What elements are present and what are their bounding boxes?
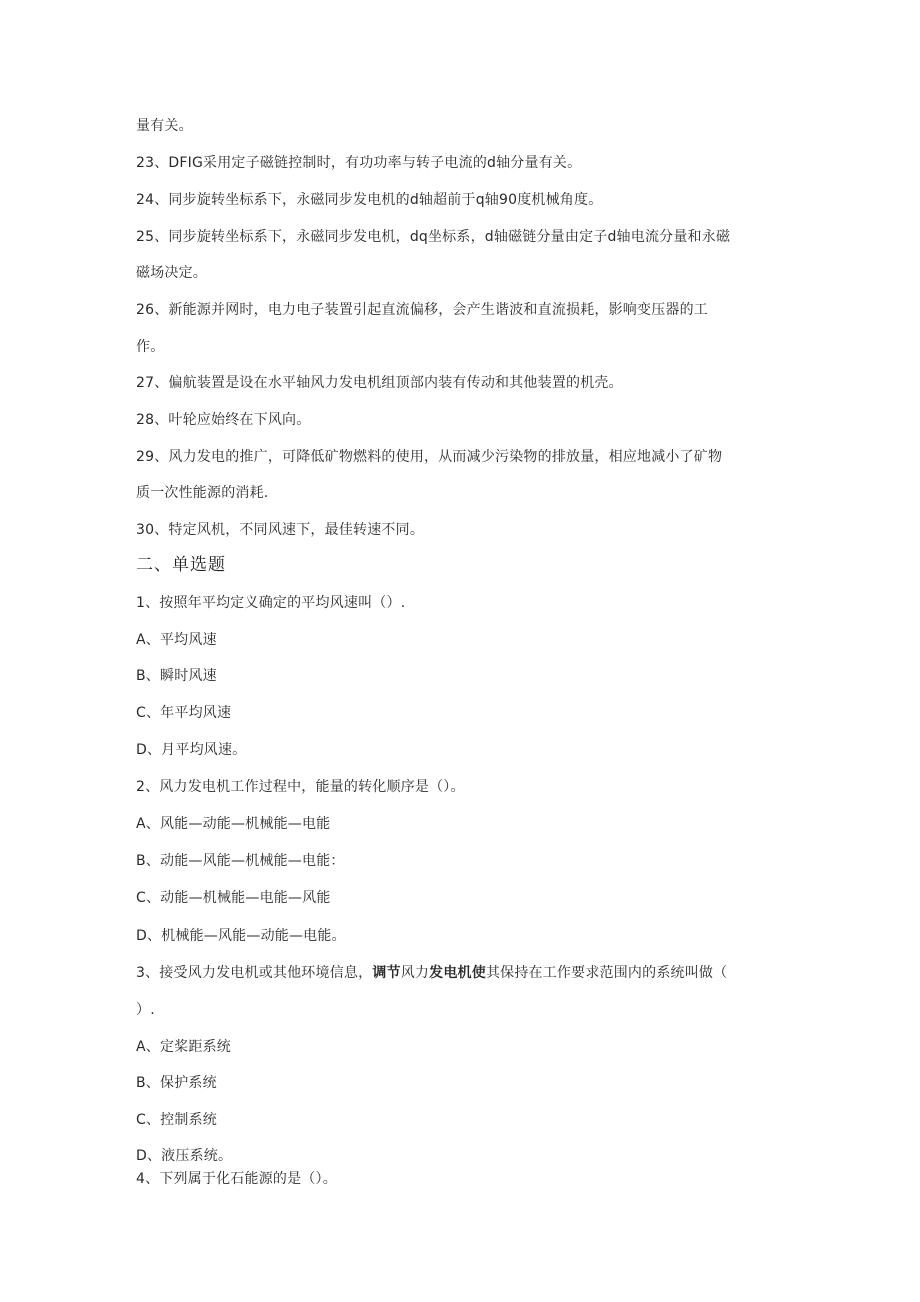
- statement-25-cont: 磁场决定。: [136, 265, 207, 281]
- question-3-stem: [136, 963, 727, 983]
- statement-27: 27、偏航装置是设在水平轴风力发电机组顶部内装有传动和其他装置的机壳。: [136, 375, 623, 391]
- question-1-option-b: B、瞬时风速: [136, 668, 217, 684]
- statement-29: 29、风力发电的推广，可降低矿物燃料的使用，从而减少污染物的排放量，相应地减小了矿物: [136, 449, 723, 465]
- question-3-stem-part: 风力: [400, 965, 430, 981]
- question-3-stem-cont: ）.: [136, 1002, 155, 1018]
- statement-25: 25、同步旋转坐标系下，永磁同步发电机，dq坐标系，d轴磁链分量由定子d轴电流分量和永磁: [136, 229, 731, 245]
- question-3-option-b: B、保护系统: [136, 1075, 217, 1091]
- question-3-stem-part: 其保持在工作要求范围内的系统叫做（: [485, 965, 728, 981]
- question-2-option-a: A、风能—动能—机械能—电能: [136, 816, 331, 832]
- question-3-option-d: D、液压系统。: [136, 1148, 233, 1164]
- question-3-option-a: A、定桨距系统: [136, 1039, 231, 1055]
- statement-30: 30、特定风机，不同风速下，最佳转速不同。: [136, 522, 425, 538]
- statement-28: 28、叶轮应始终在下风向。: [136, 412, 311, 428]
- question-3-stem-bold: 调节: [372, 965, 401, 981]
- question-3-stem-bold: 发电机使: [429, 965, 486, 981]
- question-2-option-c: C、动能—机械能—电能—风能: [136, 890, 331, 906]
- question-3-option-c: C、控制系统: [136, 1112, 217, 1128]
- statement-26: 26、新能源并网时，电力电子装置引起直流偏移，会产生谐波和直流损耗，影响变压器的工: [136, 302, 709, 318]
- statement-23: 23、DFIG采用定子磁链控制时，有功功率与转子电流的d轴分量有关。: [136, 155, 582, 171]
- question-4-stem: 4、下列属于化石能源的是（）。: [136, 1171, 337, 1187]
- question-1-option-a: A、平均风速: [136, 632, 217, 648]
- text-line-continuation: 量有关。: [136, 118, 193, 134]
- question-2-stem: 2、风力发电机工作过程中，能量的转化顺序是（）。: [136, 779, 465, 795]
- question-3-stem-part: 3、接受风力发电机或其他环境信息，: [136, 965, 373, 981]
- statement-26-cont: 作。: [136, 339, 165, 355]
- question-2-option-d: D、机械能—风能—动能—电能。: [136, 928, 346, 944]
- question-1-stem: 1、按照年平均定义确定的平均风速叫（）.: [136, 595, 406, 611]
- question-2-option-b: B、动能—风能—机械能—电能：: [136, 853, 345, 869]
- statement-24: 24、同步旋转坐标系下，永磁同步发电机的d轴超前于q轴90度机械角度。: [136, 192, 603, 208]
- question-1-option-c: C、年平均风速: [136, 705, 232, 721]
- statement-29-cont: 质一次性能源的消耗.: [136, 485, 269, 501]
- question-1-option-d: D、月平均风速。: [136, 742, 247, 758]
- section-title: 二、单选题: [136, 555, 226, 575]
